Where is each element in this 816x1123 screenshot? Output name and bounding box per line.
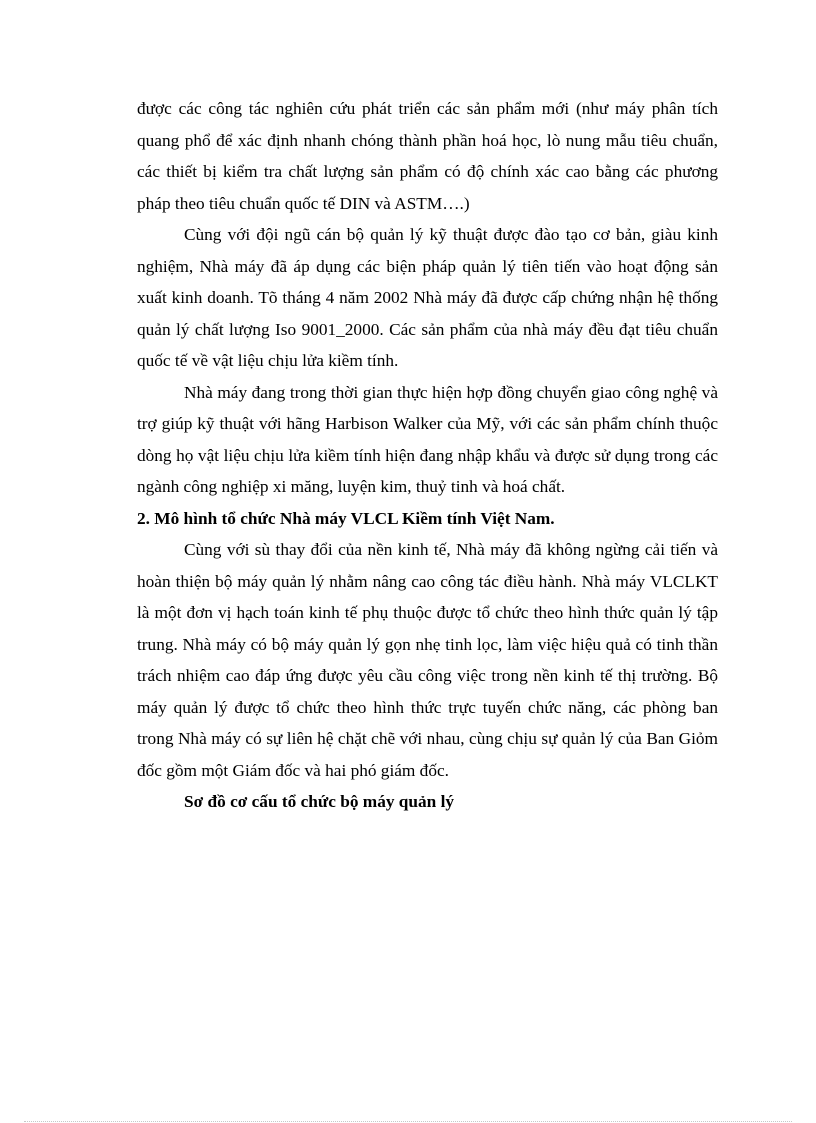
paragraph-management-quality: Cùng với đội ngũ cán bộ quản lý kỹ thuật được đào tạo cơ bản, giàu kinh nghiệm, Nhà máy đã áp dụng các biện pháp quản lý tiên tiến vào hoạt động sản xuất kinh doanh. Tõ tháng 4 năm 2002 Nhà máy đã được cấp chứng nhận hệ thống quản lý chất lượng Iso 9001_2000. Các sản phẩm của nhà máy đều đạt tiêu chuẩn quốc tế về vật liệu chịu lửa kiềm tính. xyxy=(137,225,718,370)
page-bottom-divider xyxy=(24,1121,792,1122)
diagram-title: Sơ đồ cơ cấu tổ chức bộ máy quản lý xyxy=(184,792,455,811)
paragraph-research-continuation: được các công tác nghiên cứu phát triển các sản phẩm mới (như máy phân tích quang phổ để xác định nhanh chóng thành phần hoá học, lò nung mẫu tiêu chuẩn, các thiết bị kiểm tra chất lượng sản phẩm có độ chính xác cao bằng các phương pháp theo tiêu chuẩn quốc tế DIN và ASTM….) xyxy=(137,99,718,213)
section-heading: 2. Mô hình tổ chức Nhà máy VLCL Kiềm tính Việt Nam. xyxy=(137,508,555,528)
page-body xyxy=(137,93,718,818)
paragraph-organization-model: Cùng với sù thay đổi của nền kinh tế, Nhà máy đã không ngừng cải tiến và hoàn thiện bộ máy quản lý nhằm nâng cao công tác điều hành. Nhà máy VLCLKT là một đơn vị hạch toán kinh tế phụ thuộc được tổ chức theo hình thức quản lý tập trung. Nhà máy có bộ máy quản lý gọn nhẹ tinh lọc, làm việc hiệu quả có tinh thần trách nhiệm cao đáp ứng được yêu cầu công việc trong nền kinh tế thị trường. Bộ máy quản lý được tổ chức theo hình thức trực tuyến chức năng, các phòng ban trong Nhà máy có sự liên hệ chặt chẽ với nhau, cùng chịu sự quản lý của Ban Giỏm đốc gồm một Giám đốc và hai phó giám đốc. xyxy=(137,540,718,780)
paragraph-technology-transfer: Nhà máy đang trong thời gian thực hiện hợp đồng chuyển giao công nghệ và trợ giúp kỹ thuật với hãng Harbison Walker của Mỹ, với các sản phẩm chính thuộc dòng họ vật liệu chịu lửa kiềm tính hiện đang nhập khẩu và được sử dụng trong các ngành công nghiệp xi măng, luyện kim, thuỷ tinh và hoá chất. xyxy=(137,382,718,496)
